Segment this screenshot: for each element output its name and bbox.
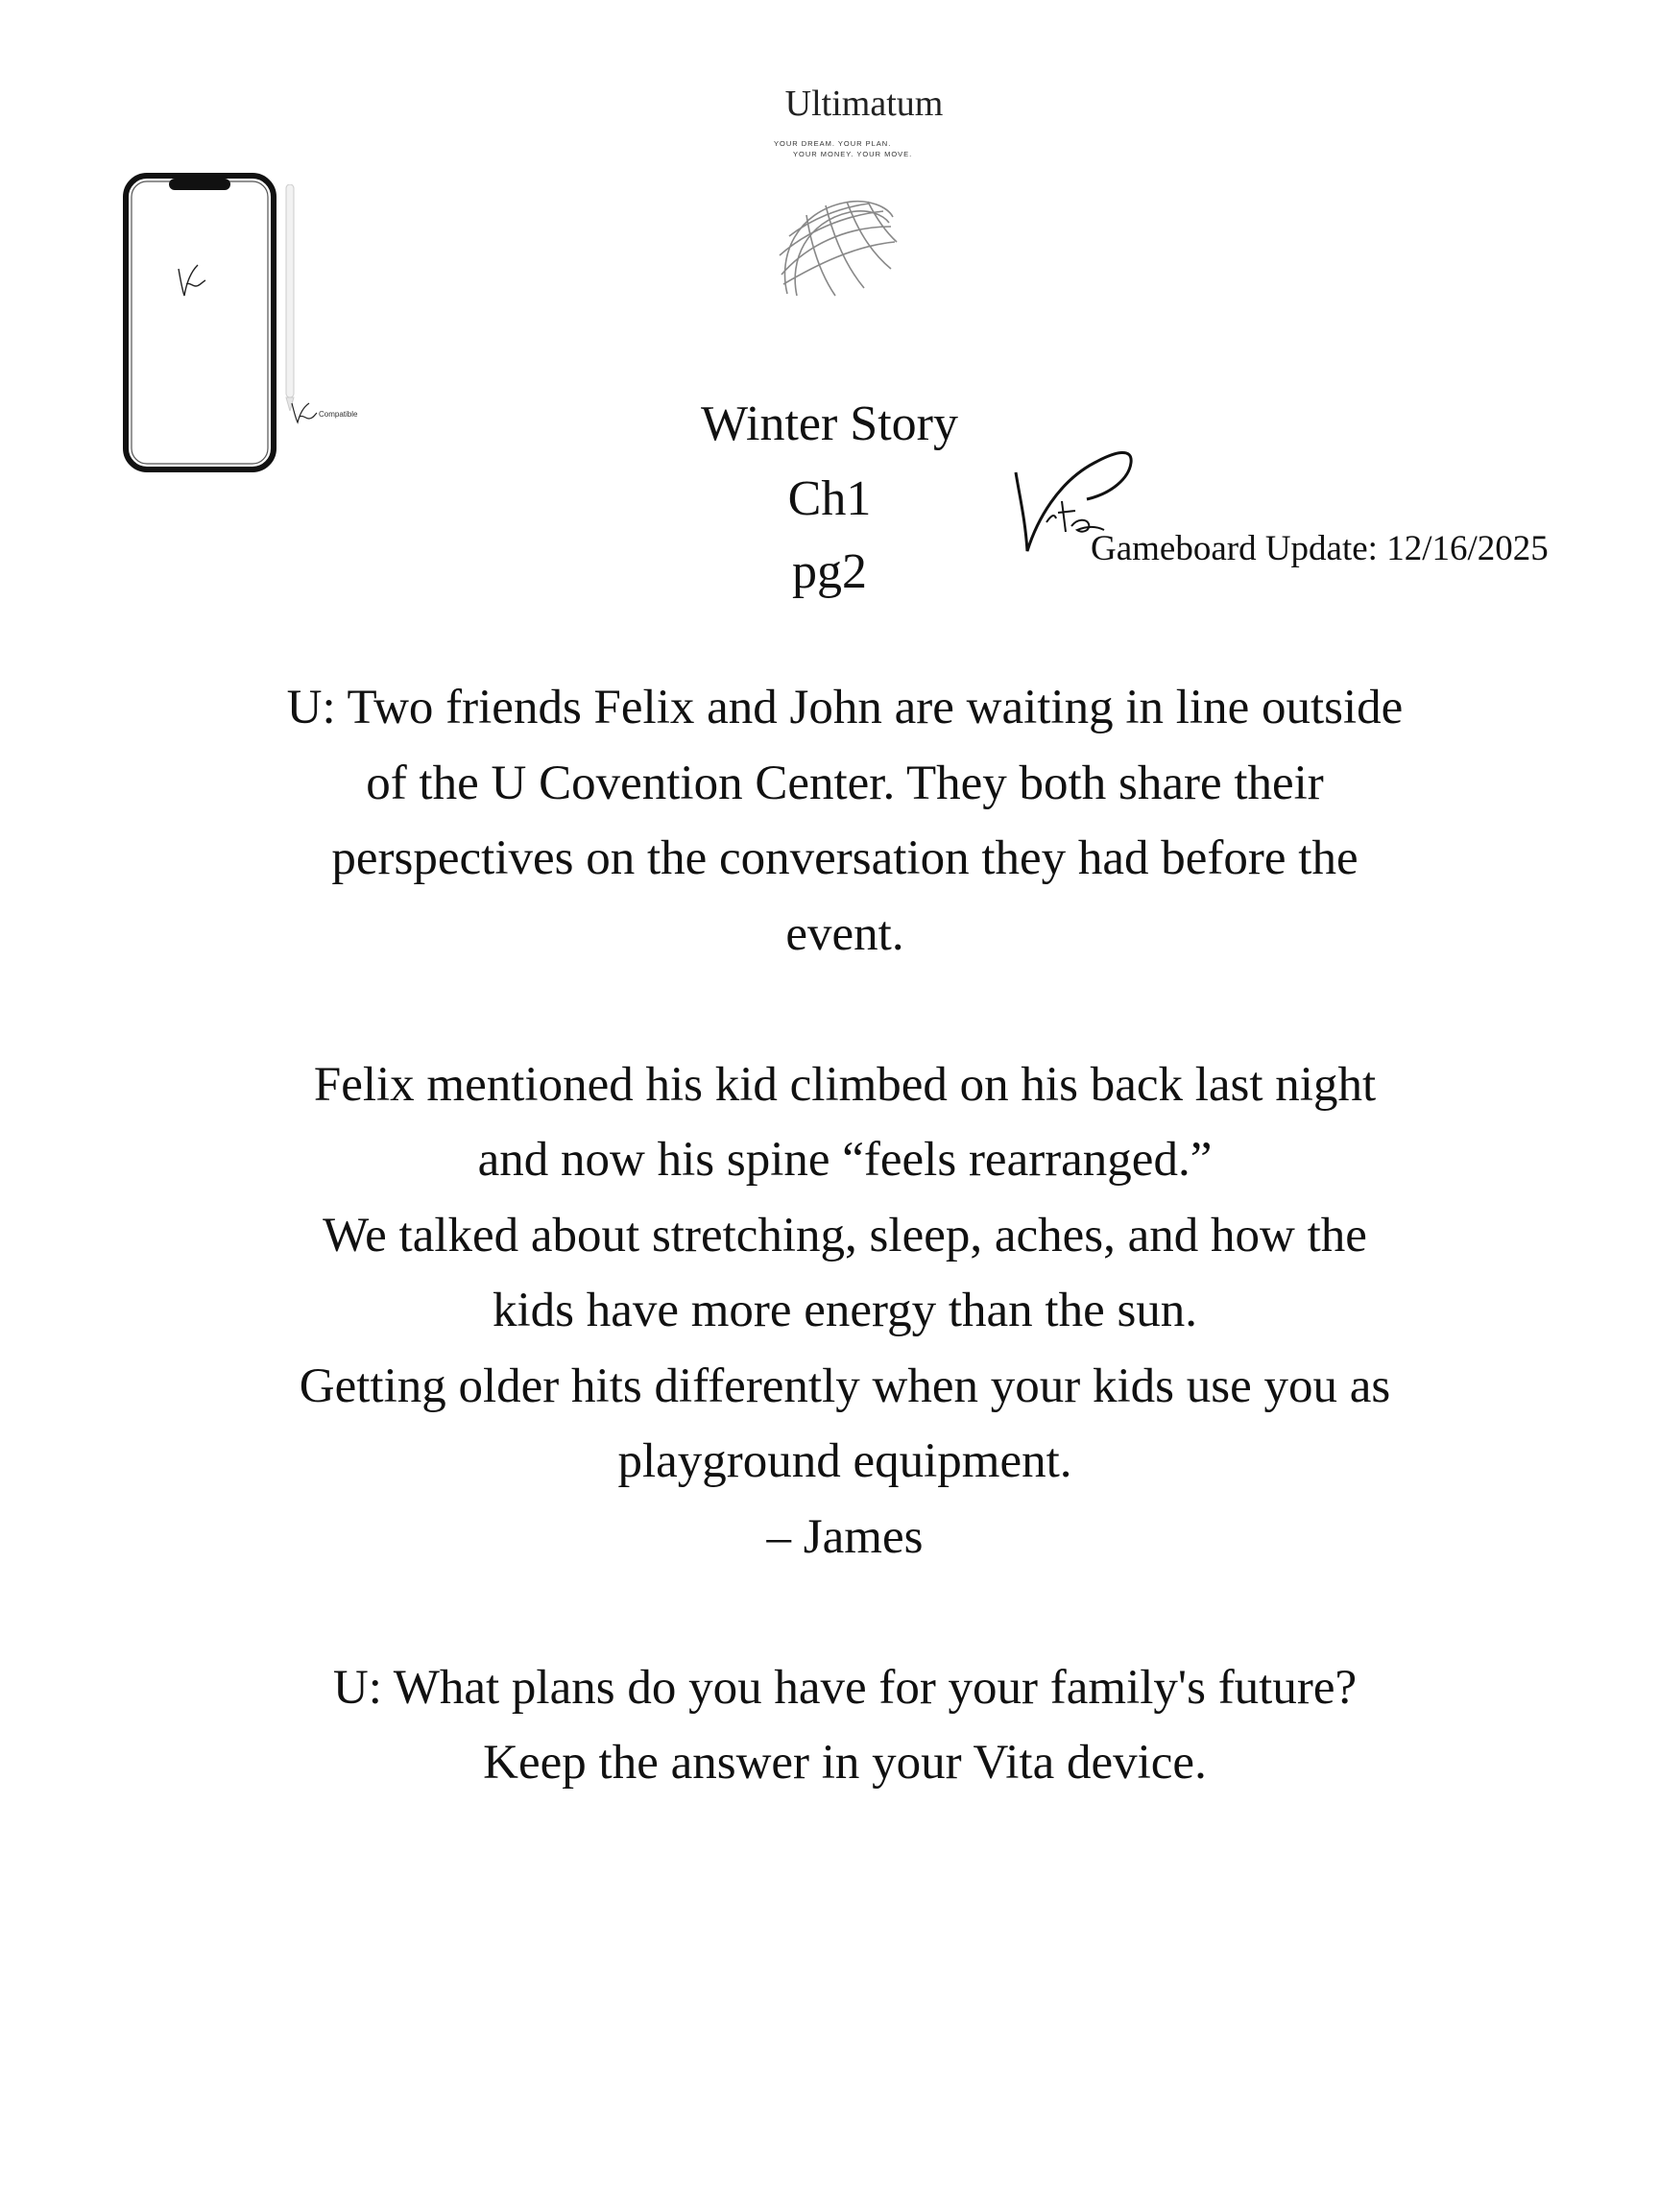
prompt-question: U: What plans do you have for your family's future? bbox=[332, 1660, 1358, 1715]
intro-line: event. bbox=[785, 906, 904, 961]
story-author: – James bbox=[766, 1509, 924, 1564]
update-date: 12/16/2025 bbox=[1386, 529, 1549, 568]
brand-tagline bbox=[774, 138, 947, 159]
globe-icon bbox=[768, 188, 902, 303]
prompt-instruction: Keep the answer in your Vita device. bbox=[483, 1736, 1207, 1790]
update-label: Gameboard Update: bbox=[1091, 529, 1378, 568]
story-line: Getting older hits differently when your kids use you as bbox=[299, 1358, 1391, 1413]
story-line: and now his spine “feels rearranged.” bbox=[477, 1133, 1213, 1187]
page-label: pg2 bbox=[792, 544, 867, 599]
phone-screen-logo bbox=[173, 257, 174, 258]
chapter-label: Ch1 bbox=[787, 471, 872, 526]
stylus-icon bbox=[280, 184, 300, 411]
phone-icon bbox=[123, 173, 276, 472]
compat-text: Compatible bbox=[319, 410, 358, 419]
story-line: kids have more energy than the sun. bbox=[492, 1284, 1198, 1337]
intro-line: perspectives on the conversation they had before the bbox=[331, 831, 1358, 885]
gameboard-update bbox=[1091, 528, 1549, 569]
story-line: playground equipment. bbox=[617, 1434, 1072, 1488]
story-title: Winter Story bbox=[701, 397, 958, 451]
story-body bbox=[192, 670, 1498, 1801]
story-line: Felix mentioned his kid climbed on his back last night bbox=[313, 1057, 1377, 1112]
intro-line: U: Two friends Felix and John are waiting in line outside bbox=[286, 681, 1404, 734]
tagline-line-1: YOUR DREAM. YOUR PLAN. bbox=[774, 139, 892, 148]
compat-logo-text bbox=[288, 399, 289, 400]
signature-logo-text bbox=[1008, 444, 1009, 445]
intro-line: of the U Covention Center. They both share their bbox=[366, 756, 1324, 810]
brand-title: Ultimatum bbox=[784, 84, 944, 124]
tagline-line-2: YOUR MONEY. YOUR MOVE. bbox=[793, 150, 913, 158]
story-line: We talked about stretching, sleep, aches, and how the bbox=[323, 1208, 1367, 1262]
